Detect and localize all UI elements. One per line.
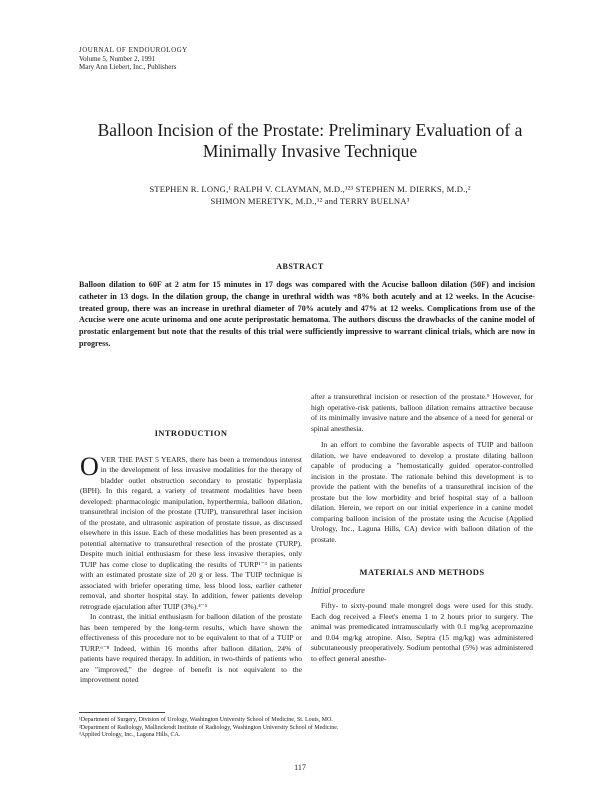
journal-publisher: Mary Ann Liebert, Inc., Publishers xyxy=(79,63,177,71)
journal-volume: Volume 5, Number 2, 1991 xyxy=(79,54,156,63)
footnotes xyxy=(79,717,539,740)
footnote-3: ³Applied Urology, Inc., Laguna Hills, CA. xyxy=(79,732,181,738)
intro-paragraph-1: OVER THE PAST 5 YEARS, there has been a tremendous interest in the development of less invasive modalities for the therapy of bladder outlet obstruction secondary to prostatic hyperplasia (BPH). In this regard, a variety of treatment modalities have been developed: pharmacologic manipulation, hyperthermia, balloon dilation, transurethral incision of the prostate (TUIP), transurethral laser incision of the prostate, and ultrasonic aspiration of prostate tissue, as discussed elsewhere in this issue. Each of these modalities has been presented as a potential alternative to transurethral resection of the prostate (TURP). Despite much initial enthusiasm for these less invasive therapies, only TUIP has come close to duplicating the results of TURP¹⁻³ in patients with an estimated prostate size of 20 g or less. The TUIP technique is associated with briefer operating time, less blood loss, earlier catheter removal, and shorter hospital stay. In addition, fewer patients develop retrograde ejaculation after TUIP (3%).⁴⁻⁵ xyxy=(80,451,302,611)
abstract-text: Balloon dilation to 60F at 2 atm for 15 minutes in 17 dogs was compared with the Acucise balloon dilation (50F) and incision catheter in 13 dogs. In the dilation group, the change in urethral width was +8% both acutely and at 12 weeks. In the Acucise-treated group, there was an increase in urethral diameter of 70% acutely and 47% at 12 weeks. Complications from use of the Acucise were one acute urinoma and one acute periprostatic hematoma. The authors discuss the drawbacks of the canine model of prostatic enlargement but note that the results of this trial were sufficiently impressive to warrant clinical trials, which are now in progress. xyxy=(79,280,535,348)
intro-paragraph-3: after a transurethral incision or resection of the prostate.⁹ However, for high operative-risk patients, balloon dilation remains attractive because of its minimally invasive nature and the absence of a need for general or spinal anesthesia. xyxy=(311,392,533,433)
methods-paragraph-1: Fifty- to sixty-pound male mongrel dogs were used for this study. Each dog received a Fleet's enema 1 to 2 hours prior to surgery. The animal was premedicated intramuscularly with 0.1 mg/kg acepromazine and 0.04 mg/kg atropine. Also, Septra (15 mg/kg) was administered subcutaneously preoperatively. Sodium pentothal (5%) was administered to effect general anesthe- xyxy=(311,601,533,663)
footnote-1: ¹Department of Surgery, Division of Urology, Washington University School of Medicine, St. Louis, MO. xyxy=(79,717,333,723)
footnote-divider xyxy=(79,712,165,713)
intro-paragraph-2: In contrast, the initial enthusiasm for balloon dilation of the prostate has been tempered by the long-term results, which have shown the effectiveness of this procedure not to be equivalent to that of a TUIP or TURP.⁶⁻⁸ Indeed, within 16 months after balloon dilation, 24% of patients have required therapy. In addition, in two-thirds of patients who are "improved," the degree of benefit is not equivalent to the improvement noted xyxy=(80,612,302,684)
left-column xyxy=(80,422,302,686)
author-list xyxy=(60,184,560,207)
page-number: 117 xyxy=(294,763,306,772)
journal-header xyxy=(79,46,188,72)
methods-subheading: Initial procedure xyxy=(311,585,365,595)
right-column xyxy=(311,392,533,664)
article-title: Balloon Incision of the Prostate: Preliminary Evaluation of a Minimally Invasive Technique xyxy=(97,120,523,161)
methods-heading: MATERIALS AND METHODS xyxy=(359,567,485,577)
authors-line-1: STEPHEN R. LONG,¹ RALPH V. CLAYMAN, M.D.,¹²³ STEPHEN M. DIERKS, M.D.,² xyxy=(149,184,471,194)
footnote-2: ²Department of Radiology, Mallinckrodt Institute of Radiology, Washington University School of Medicine. xyxy=(79,724,339,731)
introduction-heading: INTRODUCTION xyxy=(154,428,228,438)
journal-name: JOURNAL OF ENDOUROLOGY xyxy=(79,46,188,54)
authors-line-2: SHIMON MERETYK, M.D.,¹² and TERRY BUELNA³ xyxy=(210,195,410,206)
abstract-heading: ABSTRACT xyxy=(276,262,324,271)
intro-paragraph-4: In an effort to combine the favorable aspects of TUIP and balloon dilation, we have endeavored to develop a prostate dilating balloon capable of producing a "hemostatically guided operator-controlled incision in the prostate. The rationale behind this development is to provide the patient with the benefits of a transurethral incision of the prostate but the low morbidity and brief hospital stay of a balloon dilation. Herein, we report on our initial experience in a canine model comparing balloon incision of the prostate using the Acucise (Applied Urology, Inc., Laguna Hills, CA) device with balloon dilation of the prostate. xyxy=(311,440,533,544)
